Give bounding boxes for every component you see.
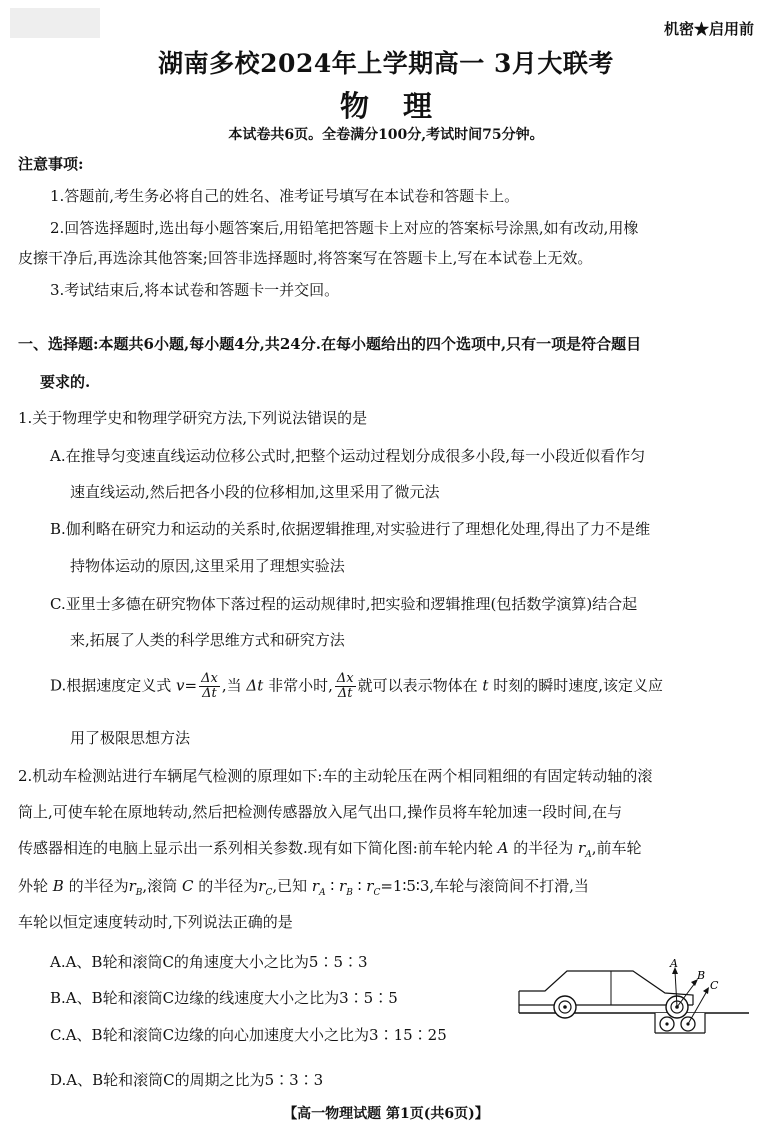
q2-radius-b: [128, 877, 143, 898]
q1-d-delta-t: Δt: [246, 676, 264, 695]
q1-option-a-line-1: A.在推导匀变速直线运动位移公式时,把整个运动过程划分成很多小段,每一小段近似看作匀: [50, 447, 646, 465]
note-item-2-line-2: 皮擦干净后,再选涂其他答案;回答非选择题时,将答案写在答题卡上,写在本试卷上无效。: [18, 249, 593, 267]
radius-subscript: A: [585, 850, 592, 860]
q2-option-d: D.A、B轮和滚筒C的周期之比为5∶3∶3: [50, 1071, 324, 1089]
radius-subscript: C: [373, 888, 381, 898]
q1-option-b-line-1: B.伽利略在研究力和运动的关系时,依据逻辑推理,对实验进行了理想化处理,得出了力不是维: [50, 520, 651, 538]
question-2-line-4: [18, 876, 589, 903]
radius-symbol: r: [258, 877, 266, 895]
q1-d-text-1: ,当: [221, 676, 242, 695]
radius-symbol: r: [366, 877, 374, 895]
q1-d-prefix: D.根据速度定义式: [50, 676, 172, 695]
note-item-3: 3.考试结束后,将本试卷和答题卡一并交回。: [50, 281, 340, 299]
car-body-outline: [519, 971, 693, 1005]
q1-d-text-3: 就可以表示物体在: [357, 676, 478, 695]
question-2-line-3: [18, 838, 641, 865]
radius-symbol: r: [128, 877, 136, 895]
q2-option-b: B.A、B轮和滚筒C边缘的线速度大小之比为3∶5∶5: [50, 989, 398, 1007]
label-c: C: [710, 979, 719, 992]
radius-symbol: r: [578, 839, 586, 857]
q2-radius-c: [258, 877, 273, 898]
q1-option-c-line-1: C.亚里士多德在研究物体下落过程的运动规律时,把实验和逻辑推理(包括数学演算)结合起: [50, 595, 638, 613]
ratio-colon: ∶: [357, 877, 362, 895]
fraction-numerator: Δx: [201, 671, 218, 686]
exam-info: 本试卷共6页。全卷满分100分,考试时间75分钟。: [228, 127, 544, 143]
q2-l3-text-a: 传感器相连的电脑上显示出一系列相关参数.现有如下简化图:前车轮内轮: [18, 839, 493, 857]
note-item-2-line-1: 2.回答选择题时,选出每小题答案后,用铅笔把答题卡上对应的答案标号涂黑,如有改动,用橡: [50, 219, 639, 237]
q2-l4-text-e: ,已知: [272, 877, 308, 895]
radius-subscript: C: [265, 888, 273, 898]
q2-l3-text-b: 的半径为: [513, 839, 574, 857]
note-item-1: 1.答题前,考生务必将自己的姓名、准考证号填写在本试卷和答题卡上。: [50, 187, 520, 205]
question-2-line-2: 筒上,可使车轮在原地转动,然后把检测传感器放入尾气出口,操作员将车轮加速一段时间,在与: [18, 803, 623, 821]
notes-heading: 注意事项:: [18, 155, 84, 173]
fraction-denominator: Δt: [202, 686, 217, 701]
q1-d-velocity-symbol: v: [176, 676, 185, 695]
q2-l4-text-b: 的半径为: [68, 877, 129, 895]
q1-d-text-4: 时刻的瞬时速度,该定义应: [493, 676, 663, 695]
q2-l4-roller-c: C: [181, 877, 194, 895]
q2-option-c: C.A、B轮和滚筒C边缘的向心加速度大小之比为3∶15∶25: [50, 1026, 447, 1044]
radius-symbol: r: [311, 877, 320, 895]
q1-d-equals: =: [184, 676, 198, 695]
q1-option-d-line-2: 用了极限思想方法: [70, 729, 191, 747]
q1-option-c-line-2: 来,拓展了人类的科学思维方式和研究方法: [70, 631, 345, 649]
label-a: A: [670, 957, 678, 970]
fraction-numerator: Δx: [336, 671, 354, 686]
q1-option-b-line-2: 持物体运动的原因,这里采用了理想实验法: [70, 557, 345, 575]
q2-radius-a: [578, 839, 592, 860]
q1-d-fraction-1: [199, 672, 220, 701]
radius-subscript: A: [319, 888, 326, 898]
q2-l3-text-c: ,前车轮: [591, 839, 642, 857]
q2-l4-text-f: =1∶5∶3,车轮与滚筒间不打滑,当: [380, 877, 589, 895]
q2-option-a: A.A、B轮和滚筒C的角速度大小之比为5∶5∶3: [50, 953, 368, 971]
radius-symbol: r: [339, 877, 347, 895]
question-2-line-5: 车轮以恒定速度转动时,下列说法正确的是: [18, 913, 293, 931]
question-1-stem: 1.关于物理学史和物理学研究方法,下列说法错误的是: [18, 409, 368, 427]
radius-subscript: B: [346, 888, 353, 898]
roller-left-axle: [665, 1022, 668, 1025]
q2-l4-text-a: 外轮: [18, 877, 49, 895]
scan-smudge: [10, 8, 100, 38]
label-b: B: [697, 969, 706, 982]
radius-subscript: B: [135, 888, 143, 898]
q2-ratio-radius-c: [366, 877, 381, 898]
q2-l4-text-c: ,滚筒: [142, 877, 178, 895]
question-2-line-1: 2.机动车检测站进行车辆尾气检测的原理如下:车的主动轮压在两个相同粗细的有固定转动轴的滚: [18, 767, 653, 785]
exam-title: 湖南多校2024年上学期高一 3月大联考: [158, 49, 614, 78]
q2-ratio-radius-a: [311, 877, 326, 898]
ratio-colon: ∶: [330, 877, 335, 895]
q1-d-fraction-2: [335, 672, 356, 701]
q1-d-text-2: 非常小时,: [268, 676, 333, 695]
q1-d-time-symbol: t: [482, 676, 489, 695]
q2-l4-wheel-b: B: [52, 877, 64, 895]
q1-option-d-line-1: [50, 672, 663, 701]
q1-option-a-line-2: 速直线运动,然后把各小段的位移相加,这里采用了微元法: [70, 483, 440, 501]
section-1-heading-line-2: 要求的.: [40, 373, 91, 391]
q2-ratio-radius-b: [339, 877, 353, 898]
q2-l3-wheel-a: A: [497, 839, 509, 857]
section-1-heading-line-1: 一、选择题:本题共6小题,每小题4分,共24分.在每小题给出的四个选项中,只有一项是符合题目: [18, 335, 642, 353]
rear-wheel-axle: [563, 1005, 567, 1009]
confidential-mark: 机密★启用前: [663, 20, 754, 38]
page-footer: 【高一物理试题 第1页(共6页)】: [283, 1106, 489, 1122]
subject-title: 物理: [339, 89, 466, 123]
car-roller-diagram: [515, 955, 760, 1055]
fraction-denominator: Δt: [337, 686, 353, 701]
q2-l4-text-d: 的半径为: [198, 877, 259, 895]
